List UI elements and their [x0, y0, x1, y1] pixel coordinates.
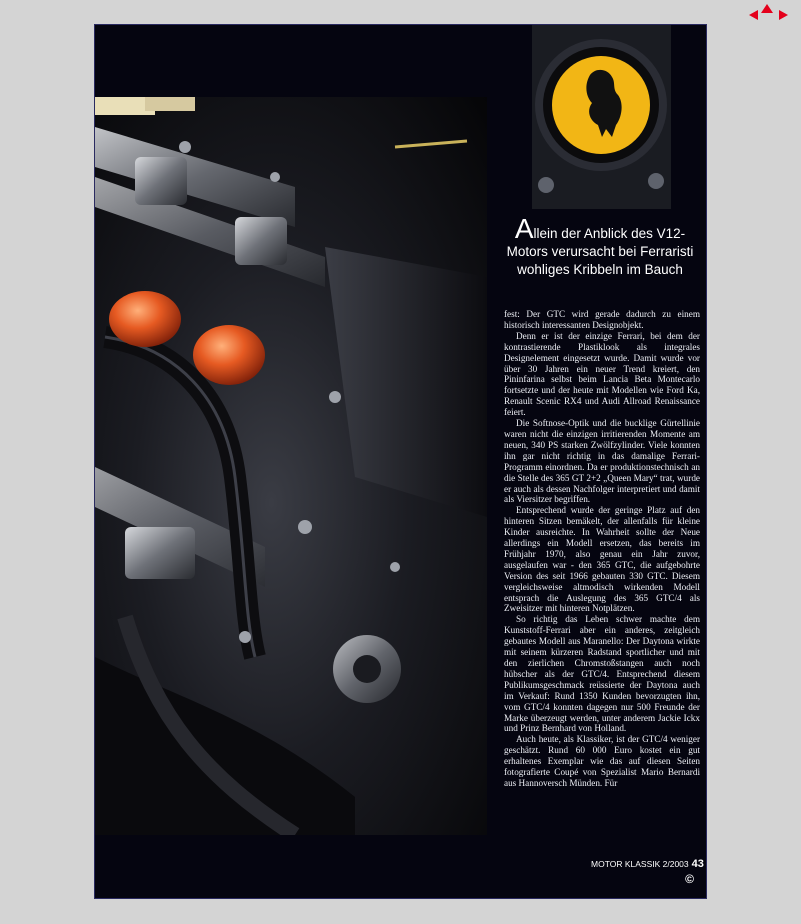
article-body: [504, 309, 700, 789]
engine-block: [325, 247, 487, 517]
article-paragraph: fest: Der GTC wird gerade dadurch zu einem historisch interessanten Designobjekt.: [504, 309, 700, 330]
engine-photo-illustration: [95, 97, 487, 835]
engine-photo: [95, 97, 487, 835]
orange-intake: [193, 325, 265, 385]
copyright-icon: ©: [685, 872, 694, 886]
orange-intake: [109, 291, 181, 347]
magazine-issue: MOTOR KLASSIK 2/2003: [591, 859, 689, 869]
ferrari-badge-illustration: [532, 25, 671, 209]
article-paragraph: Auch heute, als Klassiker, ist der GTC/4 weniger geschätzt. Rund 60 000 Euro kostet ein gut erhaltenes Exemplar wie das auf diesen Seiten fotografierte Coupé von Spezialist Mario Bernardi aus Hannoversch Münden. Für: [504, 734, 700, 788]
next-page-arrow-icon[interactable]: [779, 10, 788, 20]
carburetor: [235, 217, 287, 265]
headline-line-1-text: llein der Anblick des V12-: [533, 226, 686, 241]
bolt: [179, 141, 191, 153]
bolt: [538, 177, 554, 193]
page-number: 43: [691, 858, 704, 870]
magazine-page: [94, 24, 707, 899]
dipstick: [395, 141, 467, 147]
headline-dropcap: A: [514, 213, 534, 244]
bolt: [270, 172, 280, 182]
bolt: [298, 520, 312, 534]
article-paragraph: Entsprechend wurde der geringe Platz auf den hinteren Sitzen bemäkelt, der allenfalls für kleine Kinder ausreichte. In Wahrheit sollte der Neue allerdings ein Modell ersetzen, das bereits im Frühjahr 1970, also genau ein Jahr zuvor, ausgelaufen war - den 365 GTC, die aufgebohrte Version des seit 1966 gebauten 330 GTC. Diesem vergleichsweise altmodisch wirkenden Modell entsprach die Auslegung des 365 GTC/4 als Zweisitzer mit hinteren Notplätzen.: [504, 505, 700, 614]
previous-page-arrow-icon[interactable]: [749, 10, 758, 20]
article-paragraph: Denn er ist der einzige Ferrari, bei dem der kontrastierende Plastiklook als integrales Designelement eingesetzt wurde. Damit wurde vor über 30 Jahren ein neuer Trend kreiert, den Pininfarina selbst beim Lancia Beta Montecarlo fortsetzte und der heute mit Modellen wie Ford Ka, Renault Scenic RX4 und Audi Allroad Renaissance feiert.: [504, 330, 700, 418]
headline-line-2: Motors verursacht bei Ferraristi: [506, 244, 694, 259]
headline-line-1: [495, 213, 705, 244]
bolt: [648, 173, 664, 189]
bolt: [329, 391, 341, 403]
carburetor: [135, 157, 187, 205]
headline-line-3: wohliges Kribbeln im Bauch: [517, 262, 683, 277]
carburetor: [125, 527, 195, 579]
page-footer: [591, 858, 704, 870]
shadow: [95, 657, 355, 835]
page-navigation: [747, 4, 793, 24]
article-paragraph: Die Softnose-Optik und die bucklige Gürtellinie waren nicht die einzigen irritierenden Momente am neuen, 340 PS starken Zwölfzylinder. Viele konnten ihn gar nicht richtig in das damalige Ferrari-Programm einordnen. Da er produktionstechnisch an die Stelle des 365 GT 2+2 „Queen Mary“ trat, wurde er auch als dessen Nachfolger interpretiert und damit als Viersitzer begriffen.: [504, 418, 700, 505]
bolt: [390, 562, 400, 572]
headline: [495, 213, 705, 279]
ferrari-badge-photo: [532, 25, 671, 209]
engine-cap: [145, 97, 195, 111]
article-paragraph: So richtig das Leben schwer machte dem Kunststoff-Ferrari aber ein anderes, zeitgleich gebautes Modell aus Maranello: Der Daytona wirkte mit seinem kürzeren Radstand sportlicher und mit den zierlichen Chromstoßstangen auch noch hübscher als der GTC/4. Entsprechend diesem Publikumsgeschmack reüssierte der Daytona auch im Verkauf: Rund 1350 Kunden bevorzugten ihn, vom GTC/4 konnten dagegen nur 500 Freunde der Marke überzeugt werden, unter anderem Jackie Ickx und Prinz Bernhard von Holland.: [504, 614, 700, 734]
bolt: [239, 631, 251, 643]
up-arrow-icon[interactable]: [761, 4, 773, 13]
distributor-center: [353, 655, 381, 683]
